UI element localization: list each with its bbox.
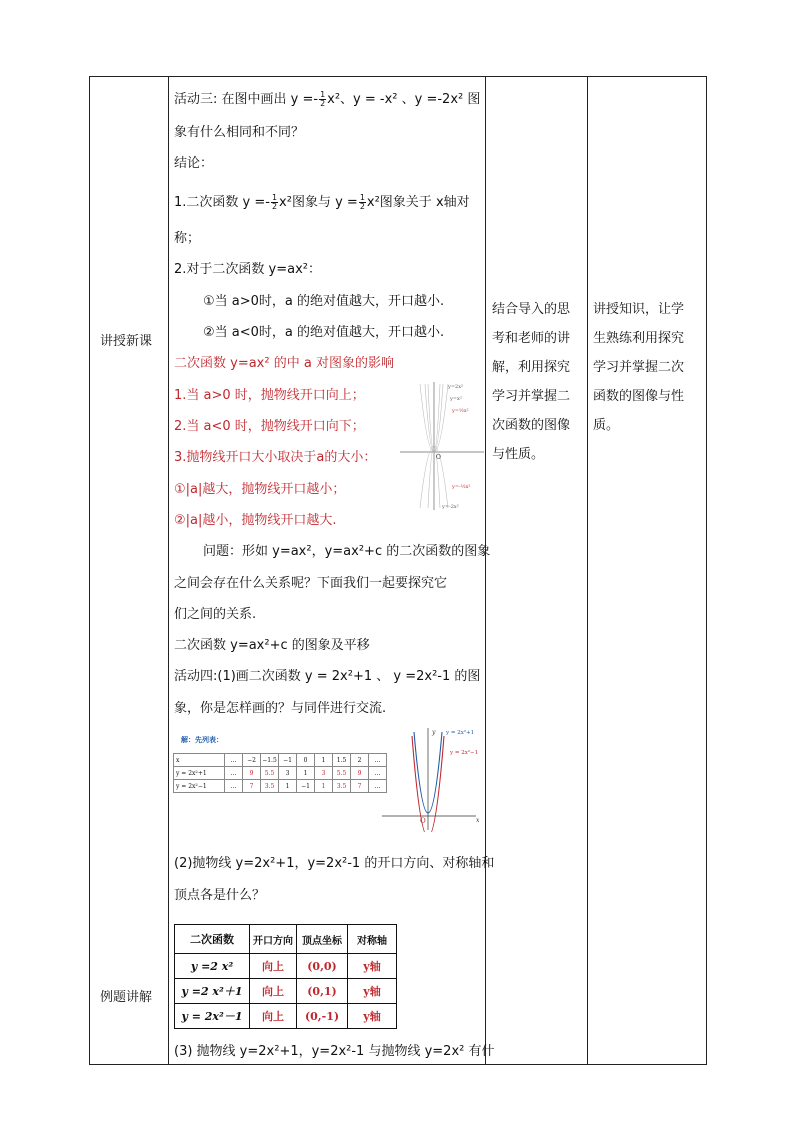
- label-neg-2x2: y=-2x²: [442, 504, 459, 510]
- question-line3: 们之间的关系.: [174, 607, 257, 622]
- row-label-teach: 讲授新课: [100, 334, 153, 349]
- label-minus-1: y = 2x²−1: [450, 750, 479, 756]
- value-table-title: 解：先列表：: [181, 736, 223, 744]
- label-2x2: y=2x²: [448, 384, 464, 390]
- col-divider-3: [587, 77, 588, 1064]
- part3-line: (3) 抛物线 y=2x²+1，y=2x²-1 与抛物线 y=2x² 有什: [174, 1044, 495, 1059]
- conclusion-2-1: ①当 a>0时，a 的绝对值越大，开口越小.: [203, 294, 445, 309]
- influence-1: 1.当 a>0 时，抛物线开口向上；: [174, 388, 365, 403]
- section-heading: 二次函数 y=ax²+c 的图象及平移: [174, 638, 370, 653]
- table-row: y = 2x²−1 … 7 3.5 1 −1 1 3.5 7 …: [174, 780, 387, 793]
- shifted-parabola-graph: [380, 726, 484, 832]
- parabola-family-graph: [398, 380, 486, 512]
- conclusion-label: 结论：: [174, 156, 214, 171]
- activity3-line: 活动三: 在图中画出 y =- $\frac{1}{2}$ x²、y = -x² 、y =-2x² 图: [174, 90, 481, 108]
- influence-3: 3.抛物线开口大小取决于a的大小：: [174, 450, 377, 465]
- lesson-table: [89, 76, 707, 1065]
- conclusion-2: 2.对于二次函数 y=ax²：: [174, 262, 321, 277]
- influence-2: 2.当 a<0 时，抛物线开口向下；: [174, 419, 365, 434]
- label-plus-1: y = 2x²+1: [446, 730, 475, 736]
- fraction: $\frac{1}{2}$: [320, 90, 326, 108]
- table-row: y =2 x²＋1 向上 (0,1) y轴: [175, 979, 397, 1004]
- label-x2: y=x²: [450, 396, 462, 402]
- design-purpose-column: 讲授知识，让学 生熟练利用探究 学习并掌握二次 函数的图像与性 质。: [593, 302, 685, 433]
- conclusion-1: 1.二次函数 y =- $\frac{1}{2}$ x²图象与 y = $\frac{1}{2}$ x²图象关于 x轴对: [174, 193, 470, 211]
- table-row: y =2 x² 向上 (0,0) y轴: [175, 954, 397, 979]
- part2-line2: 顶点各是什么？: [174, 888, 266, 903]
- label-neg-half-x2: y=-½x²: [452, 484, 471, 490]
- question-line2: 之间会存在什么关系呢？下面我们一起要探究它: [174, 576, 448, 591]
- activity4-line2: 象，你是怎样画的？与同伴进行交流.: [174, 701, 387, 716]
- table-row: y = 2x²+1 … 9 5.5 3 1 3 5.5 9 …: [174, 767, 387, 780]
- part2-line1: (2)抛物线 y=2x²+1，y=2x²-1 的开口方向、对称轴和: [174, 856, 495, 871]
- influence-5: ②|a|越小，抛物线开口越大.: [174, 513, 337, 528]
- influence-4: ①|a|越大，抛物线开口越小；: [174, 482, 346, 497]
- question-line1: 问题：形如 y=ax²，y=ax²+c 的二次函数的图象: [203, 544, 491, 559]
- row-label-example: 例题讲解: [100, 990, 153, 1005]
- y-label: y: [432, 729, 436, 736]
- property-table: [174, 924, 397, 1029]
- activity3-line2: 象有什么相同和不同？: [174, 125, 305, 140]
- design-intent-column: 结合导入的思 考和老师的讲 解，利用探究 学习并掌握二 次函数的图像 与性质。: [492, 302, 571, 462]
- activity4-line1: 活动四:(1)画二次函数 y = 2x²+1 、 y =2x²-1 的图: [174, 669, 481, 684]
- col-divider-1: [168, 77, 169, 1064]
- origin-label: O: [420, 817, 426, 825]
- col-divider-2: [485, 77, 486, 1064]
- label-half-x2: y=½x²: [452, 408, 469, 414]
- conclusion-2-2: ②当 a<0时，a 的绝对值越大，开口越小.: [203, 325, 445, 340]
- conclusion-1b: 称；: [174, 231, 201, 246]
- origin-label: O: [436, 454, 441, 461]
- table-row: 二次函数 开口方向 顶点坐标 对称轴: [175, 925, 397, 954]
- x-label: x: [476, 817, 480, 824]
- table-row: y = 2x²－1 向上 (0,-1) y轴: [175, 1004, 397, 1029]
- influence-heading: 二次函数 y=ax² 的中 a 对图象的影响: [174, 356, 394, 371]
- value-table: [173, 753, 387, 793]
- table-row: x … −2 −1.5 −1 0 1 1.5 2 …: [174, 754, 387, 767]
